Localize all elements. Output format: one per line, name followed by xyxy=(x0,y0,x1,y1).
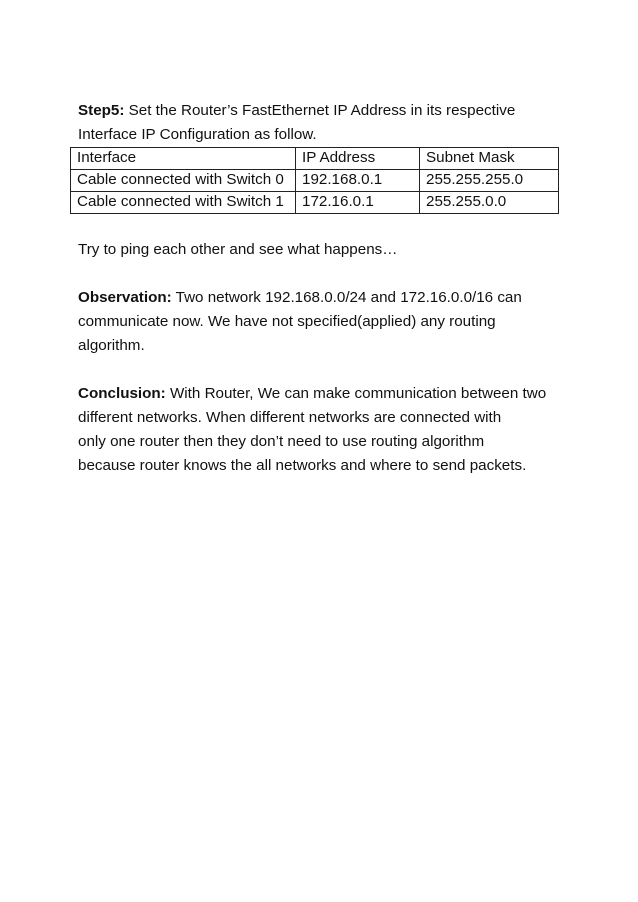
conclusion-line-1 xyxy=(78,382,568,406)
conclusion-line-4: because router knows the all networks and where to send packets. xyxy=(78,457,527,474)
observation-text-1: Two network 192.168.0.0/24 and 172.16.0.0/16 can xyxy=(171,289,522,306)
step5-line-1 xyxy=(78,99,568,123)
conclusion-line-3: only one router then they don’t need to use routing algorithm xyxy=(78,433,485,450)
spacer xyxy=(78,358,568,382)
spacer xyxy=(78,262,568,286)
spacer xyxy=(78,214,568,238)
header-subnet-mask: Subnet Mask xyxy=(420,148,559,170)
conclusion-label: Conclusion: xyxy=(78,385,166,402)
cell-subnet-mask: 255.255.255.0 xyxy=(420,170,559,192)
ping-paragraph: Try to ping each other and see what happens… xyxy=(78,241,398,258)
observation-line-1 xyxy=(78,286,568,310)
ip-configuration-table xyxy=(70,147,559,214)
observation-paragraph xyxy=(78,286,568,358)
observation-line-3: algorithm. xyxy=(78,337,145,354)
cell-subnet-mask: 255.255.0.0 xyxy=(420,192,559,214)
step5-paragraph xyxy=(78,99,568,147)
conclusion-line-2: different networks. When different networks are connected with xyxy=(78,409,502,426)
conclusion-paragraph xyxy=(78,382,568,478)
cell-interface: Cable connected with Switch 1 xyxy=(71,192,296,214)
step5-text-1: Set the Router’s FastEthernet IP Address in its respective xyxy=(124,102,516,119)
table-header-row xyxy=(71,148,559,170)
table-row xyxy=(71,170,559,192)
conclusion-text-1: With Router, We can make communication between two xyxy=(165,385,547,402)
observation-label: Observation: xyxy=(78,289,172,306)
cell-interface: Cable connected with Switch 0 xyxy=(71,170,296,192)
step5-line-2: Interface IP Configuration as follow. xyxy=(78,126,317,143)
header-interface: Interface xyxy=(71,148,296,170)
document-page xyxy=(78,99,568,478)
cell-ip-address: 172.16.0.1 xyxy=(296,192,420,214)
cell-ip-address: 192.168.0.1 xyxy=(296,170,420,192)
step5-label: Step5: xyxy=(78,102,125,119)
observation-line-2: communicate now. We have not specified(applied) any routing xyxy=(78,313,496,330)
header-ip-address: IP Address xyxy=(296,148,420,170)
table-row xyxy=(71,192,559,214)
